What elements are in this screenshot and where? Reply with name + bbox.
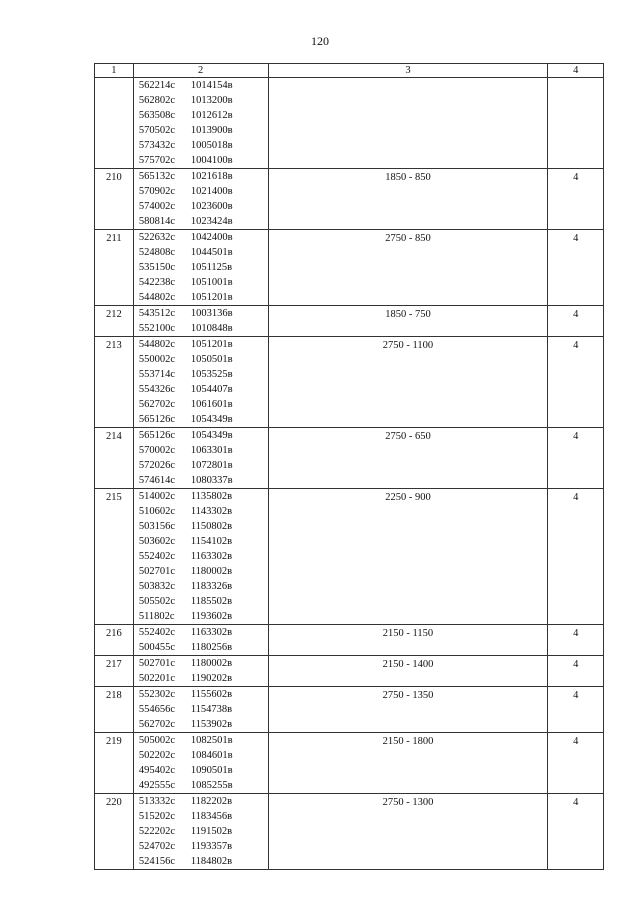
row-number-cell bbox=[95, 306, 134, 337]
coordinate-line bbox=[134, 153, 268, 168]
coordinate-line bbox=[134, 93, 268, 108]
row-number-cell bbox=[95, 794, 134, 870]
height-range-cell-text: 2150 - 1400 bbox=[382, 659, 434, 670]
longitude-value: 1190202в bbox=[190, 673, 233, 684]
latitude-value: 503156с bbox=[138, 521, 175, 532]
height-range-cell-text: 2750 - 1350 bbox=[382, 690, 434, 701]
coordinate-line bbox=[134, 275, 268, 290]
longitude-value: 1072801в bbox=[190, 460, 233, 471]
coordinate-line bbox=[134, 199, 268, 214]
table-row bbox=[95, 733, 604, 794]
height-range-cell bbox=[268, 306, 548, 337]
longitude-value: 1163302в bbox=[190, 551, 233, 562]
value-cell-text: 4 bbox=[573, 309, 579, 320]
latitude-value: 524808с bbox=[138, 247, 175, 258]
table-row bbox=[95, 687, 604, 733]
value-cell bbox=[548, 687, 604, 733]
header-col-4: 4 bbox=[548, 64, 604, 78]
latitude-value: 562802с bbox=[138, 95, 175, 106]
value-cell bbox=[548, 625, 604, 656]
longitude-value: 1051001в bbox=[190, 277, 233, 288]
coordinate-line bbox=[134, 321, 268, 336]
coordinate-line bbox=[134, 702, 268, 717]
latitude-value: 570502с bbox=[138, 125, 175, 136]
value-cell-text: 4 bbox=[573, 340, 579, 351]
longitude-value: 1050501в bbox=[190, 354, 233, 365]
longitude-value: 1154102в bbox=[190, 536, 233, 547]
longitude-value: 1063301в bbox=[190, 445, 233, 456]
value-cell-text: 4 bbox=[573, 628, 579, 639]
latitude-value: 544802с bbox=[138, 292, 175, 303]
row-number-cell bbox=[95, 169, 134, 230]
height-range-cell bbox=[268, 428, 548, 489]
coordinates-cell bbox=[133, 230, 268, 306]
row-number-cell bbox=[95, 428, 134, 489]
table-row-continuation bbox=[95, 78, 604, 169]
longitude-value: 1154738в bbox=[190, 704, 233, 715]
latitude-value: 565126с bbox=[138, 430, 175, 441]
latitude-value: 505502с bbox=[138, 596, 175, 607]
longitude-value: 1051201в bbox=[190, 292, 233, 303]
coordinate-line bbox=[134, 519, 268, 534]
longitude-value: 1053525в bbox=[190, 369, 233, 380]
longitude-value: 1185502в bbox=[190, 596, 233, 607]
header-col-3: 3 bbox=[268, 64, 548, 78]
latitude-value: 554656с bbox=[138, 704, 175, 715]
coordinates-cell bbox=[133, 428, 268, 489]
coordinate-line bbox=[134, 214, 268, 229]
longitude-value: 1051125в bbox=[190, 262, 233, 273]
table-row bbox=[95, 169, 604, 230]
latitude-value: 502701с bbox=[138, 566, 175, 577]
coordinate-line bbox=[134, 473, 268, 488]
coordinate-line bbox=[134, 367, 268, 382]
table-body bbox=[95, 78, 604, 870]
table-row bbox=[95, 656, 604, 687]
coordinates-cell bbox=[133, 306, 268, 337]
latitude-value: 574002с bbox=[138, 201, 175, 212]
coordinate-line bbox=[134, 78, 268, 93]
row-number-cell-text: 217 bbox=[106, 659, 122, 670]
latitude-value: 553714с bbox=[138, 369, 175, 380]
coordinate-line bbox=[134, 108, 268, 123]
coordinate-line bbox=[134, 230, 268, 245]
latitude-value: 510602с bbox=[138, 506, 175, 517]
longitude-value: 1010848в bbox=[190, 323, 233, 334]
longitude-value: 1191502в bbox=[190, 826, 233, 837]
longitude-value: 1082501в bbox=[190, 735, 233, 746]
value-cell bbox=[548, 230, 604, 306]
coordinate-line bbox=[134, 717, 268, 732]
value-cell bbox=[548, 489, 604, 625]
coordinates-cell bbox=[133, 78, 268, 169]
value-cell-text: 4 bbox=[573, 233, 579, 244]
table-row bbox=[95, 489, 604, 625]
latitude-value: 552402с bbox=[138, 627, 175, 638]
height-range-cell bbox=[268, 656, 548, 687]
latitude-value: 552302с bbox=[138, 689, 175, 700]
coordinates-cell bbox=[133, 687, 268, 733]
coordinates-cell bbox=[133, 625, 268, 656]
latitude-value: 554326с bbox=[138, 384, 175, 395]
longitude-value: 1090501в bbox=[190, 765, 233, 776]
longitude-value: 1180256в bbox=[190, 642, 233, 653]
height-range-cell-text: 2150 - 1800 bbox=[382, 736, 434, 747]
coordinates-cell bbox=[133, 794, 268, 870]
coordinate-line bbox=[134, 671, 268, 686]
row-number-cell bbox=[95, 687, 134, 733]
row-number-cell bbox=[95, 230, 134, 306]
latitude-value: 565126с bbox=[138, 414, 175, 425]
latitude-value: 570002с bbox=[138, 445, 175, 456]
height-range-cell bbox=[268, 337, 548, 428]
longitude-value: 1184802в bbox=[190, 856, 233, 867]
longitude-value: 1023424в bbox=[190, 216, 233, 227]
value-cell-text: 4 bbox=[573, 690, 579, 701]
coordinate-line bbox=[134, 839, 268, 854]
coordinate-line bbox=[134, 564, 268, 579]
latitude-value: 572026с bbox=[138, 460, 175, 471]
longitude-value: 1042400в bbox=[190, 232, 233, 243]
row-number-cell bbox=[95, 489, 134, 625]
row-number-cell-text: 210 bbox=[106, 172, 122, 183]
longitude-value: 1193357в bbox=[190, 841, 233, 852]
latitude-value: 565132с bbox=[138, 171, 175, 182]
height-range-cell bbox=[268, 230, 548, 306]
coordinate-line bbox=[134, 184, 268, 199]
height-range-cell bbox=[268, 687, 548, 733]
coordinate-line bbox=[134, 504, 268, 519]
table-row bbox=[95, 230, 604, 306]
coordinate-line bbox=[134, 138, 268, 153]
height-range-cell bbox=[268, 733, 548, 794]
longitude-value: 1085255в bbox=[190, 780, 233, 791]
coordinates-cell bbox=[133, 337, 268, 428]
coordinate-line bbox=[134, 594, 268, 609]
row-number-cell bbox=[95, 625, 134, 656]
coordinate-line bbox=[134, 428, 268, 443]
height-range-cell-text: 2150 - 1150 bbox=[382, 628, 434, 639]
longitude-value: 1054407в bbox=[190, 384, 233, 395]
latitude-value: 552100с bbox=[138, 323, 175, 334]
row-number-cell-text: 219 bbox=[106, 736, 122, 747]
value-cell bbox=[548, 337, 604, 428]
height-range-cell-text: 2250 - 900 bbox=[385, 492, 431, 503]
coordinate-line bbox=[134, 549, 268, 564]
longitude-value: 1180002в bbox=[190, 658, 233, 669]
coordinate-line bbox=[134, 609, 268, 624]
longitude-value: 1135802в bbox=[190, 491, 233, 502]
row-number-cell-text: 218 bbox=[106, 690, 122, 701]
latitude-value: 574614с bbox=[138, 475, 175, 486]
longitude-value: 1150802в bbox=[190, 521, 233, 532]
coordinate-line bbox=[134, 397, 268, 412]
longitude-value: 1021618в bbox=[190, 171, 233, 182]
coordinate-line bbox=[134, 382, 268, 397]
row-number-cell-text: 214 bbox=[106, 431, 122, 442]
height-range-cell-text: 1850 - 750 bbox=[385, 309, 431, 320]
longitude-value: 1013900в bbox=[190, 125, 233, 136]
page-number: 120 bbox=[311, 34, 329, 48]
height-range-cell bbox=[268, 489, 548, 625]
table-header-row bbox=[95, 64, 604, 78]
table-row bbox=[95, 625, 604, 656]
latitude-value: 492555с bbox=[138, 780, 175, 791]
latitude-value: 570902с bbox=[138, 186, 175, 197]
latitude-value: 502201с bbox=[138, 673, 175, 684]
latitude-value: 573432с bbox=[138, 140, 175, 151]
header-col-1: 1 bbox=[95, 64, 134, 78]
height-range-cell bbox=[268, 78, 548, 169]
value-cell-text: 4 bbox=[573, 492, 579, 503]
coordinate-line bbox=[134, 778, 268, 793]
latitude-value: 544802с bbox=[138, 339, 175, 350]
coordinate-line bbox=[134, 824, 268, 839]
coordinates-table bbox=[94, 63, 604, 870]
latitude-value: 563508с bbox=[138, 110, 175, 121]
longitude-value: 1061601в bbox=[190, 399, 233, 410]
coordinate-line bbox=[134, 809, 268, 824]
latitude-value: 542238с bbox=[138, 277, 175, 288]
longitude-value: 1180002в bbox=[190, 566, 233, 577]
coordinate-line bbox=[134, 352, 268, 367]
longitude-value: 1051201в bbox=[190, 339, 233, 350]
latitude-value: 513332с bbox=[138, 796, 175, 807]
table-row bbox=[95, 337, 604, 428]
latitude-value: 503832с bbox=[138, 581, 175, 592]
coordinate-line bbox=[134, 748, 268, 763]
row-number-cell-text: 216 bbox=[106, 628, 122, 639]
value-cell bbox=[548, 656, 604, 687]
longitude-value: 1155602в bbox=[190, 689, 233, 700]
height-range-cell-text: 1850 - 850 bbox=[385, 172, 431, 183]
latitude-value: 550002с bbox=[138, 354, 175, 365]
latitude-value: 575702с bbox=[138, 155, 175, 166]
table-row bbox=[95, 306, 604, 337]
coordinate-line bbox=[134, 245, 268, 260]
longitude-value: 1080337в bbox=[190, 475, 233, 486]
value-cell bbox=[548, 78, 604, 169]
coordinate-line bbox=[134, 794, 268, 809]
coordinates-cell bbox=[133, 733, 268, 794]
longitude-value: 1084601в bbox=[190, 750, 233, 761]
value-cell-text: 4 bbox=[573, 736, 579, 747]
coordinate-line bbox=[134, 733, 268, 748]
latitude-value: 522202с bbox=[138, 826, 175, 837]
latitude-value: 502202с bbox=[138, 750, 175, 761]
latitude-value: 535150с bbox=[138, 262, 175, 273]
coordinate-line bbox=[134, 412, 268, 427]
longitude-value: 1003136в bbox=[190, 308, 233, 319]
value-cell bbox=[548, 169, 604, 230]
longitude-value: 1054349в bbox=[190, 430, 233, 441]
row-number-cell-text: 211 bbox=[106, 233, 122, 244]
coordinate-line bbox=[134, 458, 268, 473]
latitude-value: 503602с bbox=[138, 536, 175, 547]
latitude-value: 514002с bbox=[138, 491, 175, 502]
latitude-value: 515202с bbox=[138, 811, 175, 822]
height-range-cell-text: 2750 - 1100 bbox=[382, 340, 434, 351]
longitude-value: 1153902в bbox=[190, 719, 233, 730]
coordinate-line bbox=[134, 169, 268, 184]
row-number-cell bbox=[95, 78, 134, 169]
row-number-cell-text: 212 bbox=[106, 309, 122, 320]
height-range-cell bbox=[268, 625, 548, 656]
coordinate-line bbox=[134, 763, 268, 778]
coordinate-line bbox=[134, 640, 268, 655]
latitude-value: 524156с bbox=[138, 856, 175, 867]
height-range-cell bbox=[268, 794, 548, 870]
longitude-value: 1004100в bbox=[190, 155, 233, 166]
row-number-cell-text: 215 bbox=[106, 492, 122, 503]
longitude-value: 1183456в bbox=[190, 811, 233, 822]
value-cell-text: 4 bbox=[573, 172, 579, 183]
latitude-value: 562702с bbox=[138, 399, 175, 410]
latitude-value: 524702с bbox=[138, 841, 175, 852]
latitude-value: 522632с bbox=[138, 232, 175, 243]
coordinate-line bbox=[134, 534, 268, 549]
coordinate-line bbox=[134, 290, 268, 305]
coordinate-line bbox=[134, 625, 268, 640]
latitude-value: 552402с bbox=[138, 551, 175, 562]
longitude-value: 1193602в bbox=[190, 611, 233, 622]
longitude-value: 1005018в bbox=[190, 140, 233, 151]
coordinates-cell bbox=[133, 489, 268, 625]
coordinate-line bbox=[134, 306, 268, 321]
longitude-value: 1143302в bbox=[190, 506, 233, 517]
longitude-value: 1163302в bbox=[190, 627, 233, 638]
coordinates-cell bbox=[133, 656, 268, 687]
latitude-value: 511802с bbox=[138, 611, 175, 622]
height-range-cell-text: 2750 - 850 bbox=[385, 233, 431, 244]
coordinate-line bbox=[134, 337, 268, 352]
latitude-value: 505002с bbox=[138, 735, 175, 746]
longitude-value: 1013200в bbox=[190, 95, 233, 106]
value-cell bbox=[548, 794, 604, 870]
row-number-cell bbox=[95, 656, 134, 687]
height-range-cell-text: 2750 - 1300 bbox=[382, 797, 434, 808]
value-cell-text: 4 bbox=[573, 431, 579, 442]
coordinate-line bbox=[134, 687, 268, 702]
value-cell bbox=[548, 733, 604, 794]
coordinates-cell bbox=[133, 169, 268, 230]
coordinate-line bbox=[134, 489, 268, 504]
latitude-value: 495402с bbox=[138, 765, 175, 776]
longitude-value: 1012612в bbox=[190, 110, 233, 121]
longitude-value: 1014154в bbox=[190, 80, 233, 91]
row-number-cell bbox=[95, 337, 134, 428]
row-number-cell-text: 213 bbox=[106, 340, 122, 351]
coordinate-line bbox=[134, 443, 268, 458]
latitude-value: 500455с bbox=[138, 642, 175, 653]
coordinate-line bbox=[134, 656, 268, 671]
latitude-value: 562214с bbox=[138, 80, 175, 91]
row-number-cell-text: 220 bbox=[106, 797, 122, 808]
longitude-value: 1021400в bbox=[190, 186, 233, 197]
coordinate-line bbox=[134, 579, 268, 594]
value-cell-text: 4 bbox=[573, 659, 579, 670]
latitude-value: 543512с bbox=[138, 308, 175, 319]
table-row bbox=[95, 794, 604, 870]
latitude-value: 580814с bbox=[138, 216, 175, 227]
table-row bbox=[95, 428, 604, 489]
value-cell-text: 4 bbox=[573, 797, 579, 808]
latitude-value: 562702с bbox=[138, 719, 175, 730]
longitude-value: 1044501в bbox=[190, 247, 233, 258]
height-range-cell bbox=[268, 169, 548, 230]
value-cell bbox=[548, 428, 604, 489]
height-range-cell-text: 2750 - 650 bbox=[385, 431, 431, 442]
header-col-2: 2 bbox=[133, 64, 268, 78]
value-cell bbox=[548, 306, 604, 337]
row-number-cell bbox=[95, 733, 134, 794]
longitude-value: 1182202в bbox=[190, 796, 233, 807]
coordinate-line bbox=[134, 854, 268, 869]
coordinate-line bbox=[134, 260, 268, 275]
longitude-value: 1023600в bbox=[190, 201, 233, 212]
latitude-value: 502701с bbox=[138, 658, 175, 669]
longitude-value: 1183326в bbox=[190, 581, 233, 592]
coordinate-line bbox=[134, 123, 268, 138]
longitude-value: 1054349в bbox=[190, 414, 233, 425]
